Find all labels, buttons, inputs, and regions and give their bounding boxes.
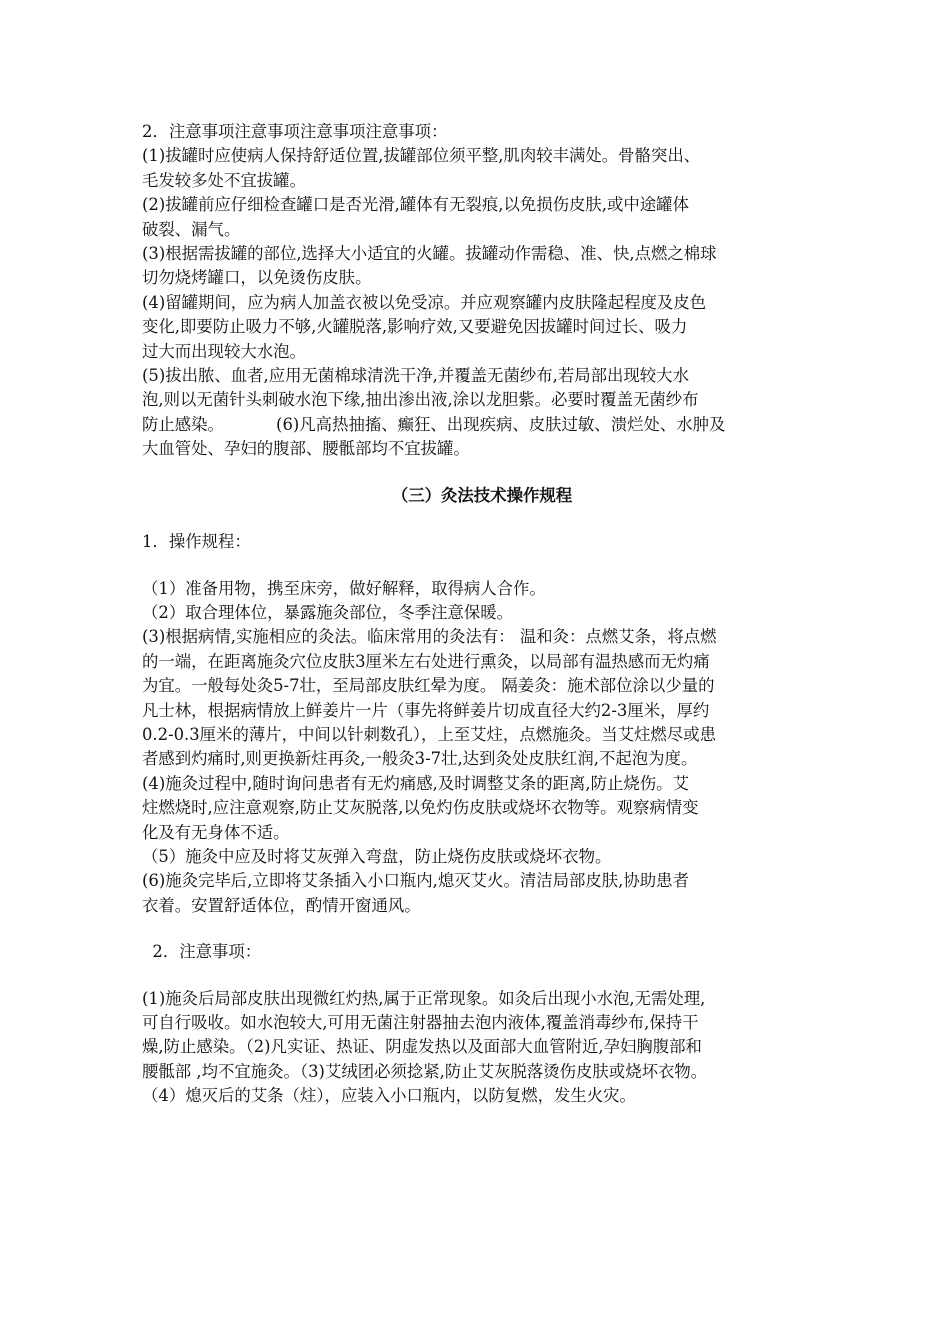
notes-list [142, 987, 822, 1109]
section-title: （三）灸法技术操作规程 [391, 485, 573, 505]
text-line: 炷燃烧时,应注意观察,防止艾灰脱落,以免灼伤皮肤或烧坏衣物等。观察病情变 [142, 798, 699, 818]
text-line: 为宜。一般每处灸5-7壮，至局部皮肤红晕为度。 隔姜灸：施术部位涂以少量的 [142, 676, 715, 696]
text-line: 化及有无身体不适。 [142, 822, 290, 842]
text-line: (1)施灸后局部皮肤出现微红灼热,属于正常现象。如灸后出现小水泡,无需处理, [142, 988, 706, 1008]
text-line: （1）准备用物，携至床旁，做好解释，取得病人合作。 [142, 578, 546, 598]
text-line: (3)根据需拔罐的部位,选择大小适宜的火罐。拔罐动作需稳、准、快,点燃之棉球 [142, 244, 717, 264]
text-line: （4）熄灭后的艾条（炷），应装入小口瓶内，以防复燃，发生火灾。 [142, 1086, 636, 1106]
subsection-heading: 2．注意事项： [142, 942, 262, 962]
text-line: 者感到灼痛时,则更换新炷再灸,一般灸3-7壮,达到灸处皮肤红润,不起泡为度。 [142, 749, 698, 769]
text-line: 2．注意事项注意事项注意事项注意事项： [142, 122, 448, 141]
text-line: 防止感染。 (6)凡高热抽搐、癫狂、出现疾病、皮肤过敏、溃烂处、水肿及 [142, 414, 726, 434]
text-line: 切勿烧烤罐口，以免烫伤皮肤。 [142, 268, 372, 288]
subsection-heading: 1．操作规程： [142, 532, 251, 552]
text-line: 大血管处、孕妇的腹部、腰骶部均不宜拔罐。 [142, 439, 470, 459]
text-line: （2）取合理体位，暴露施灸部位，冬季注意保暖。 [142, 602, 514, 622]
text-line: (4)留罐期间，应为病人加盖衣被以免受凉。并应观察罐内皮肤隆起程度及皮色 [142, 292, 707, 312]
document-page [142, 120, 822, 1109]
cupping-notes-section [142, 120, 822, 462]
text-line: 的一端，在距离施灸穴位皮肤3厘米左右处进行熏灸，以局部有温热感而无灼痛 [142, 651, 710, 671]
text-line: 破裂、漏气。 [142, 219, 241, 239]
text-line: 衣着。安置舒适体位，酌情开窗通风。 [142, 895, 421, 915]
text-line: 0.2-0.3厘米的薄片，中间以针刺数孔），上至艾炷，点燃施灸。当艾炷燃尽或患 [142, 724, 716, 744]
text-line: 毛发较多处不宜拔罐。 [142, 170, 306, 190]
text-line: (5)拔出脓、血者,应用无菌棉球清洗干净,并覆盖无菌纱布,若局部出现较大水 [142, 366, 689, 386]
text-line: (6)施灸完毕后,立即将艾条插入小口瓶内,熄灭艾火。清洁局部皮肤,协助患者 [142, 871, 689, 891]
text-line: (4)施灸过程中,随时询问患者有无灼痛感,及时调整艾条的距离,防止烧伤。艾 [142, 773, 689, 793]
text-line: 泡,则以无菌针头刺破水泡下缘,抽出渗出液,涂以龙胆紫。必要时覆盖无菌纱布 [142, 390, 699, 410]
text-line: (3)根据病情,实施相应的灸法。临床常用的灸法有： 温和灸：点燃艾条，将点燃 [142, 627, 717, 647]
text-line: 燥,防止感染。（2)凡实证、热证、阴虚发热以及面部大血管附近,孕妇胸腹部和 [142, 1037, 702, 1057]
procedure-list [142, 577, 822, 919]
text-line: 变化,即要防止吸力不够,火罐脱落,影响疗效,又要避免因拔罐时间过长、吸力 [142, 317, 688, 337]
text-line: (1)拔罐时应使病人保持舒适位置,拔罐部位须平整,肌肉较丰满处。骨骼突出、 [142, 146, 701, 166]
text-line: 过大而出现较大水泡。 [142, 341, 306, 361]
text-line: （5）施灸中应及时将艾灰弹入弯盘，防止烧伤皮肤或烧坏衣物。 [142, 846, 612, 866]
text-line: 凡士林，根据病情放上鲜姜片一片（事先将鲜姜片切成直径大约2-3厘米，厚约 [142, 700, 710, 720]
text-line: 腰骶部 ,均不宜施灸。（3)艾绒团必须捻紧,防止艾灰脱落烫伤皮肤或烧坏衣物。 [142, 1061, 708, 1081]
text-line: 可自行吸收。如水泡较大,可用无菌注射器抽去泡内液体,覆盖消毒纱布,保持干 [142, 1013, 699, 1032]
text-line: (2)拔罐前应仔细检查罐口是否光滑,罐体有无裂痕,以免损伤皮肤,或中途罐体 [142, 195, 689, 215]
